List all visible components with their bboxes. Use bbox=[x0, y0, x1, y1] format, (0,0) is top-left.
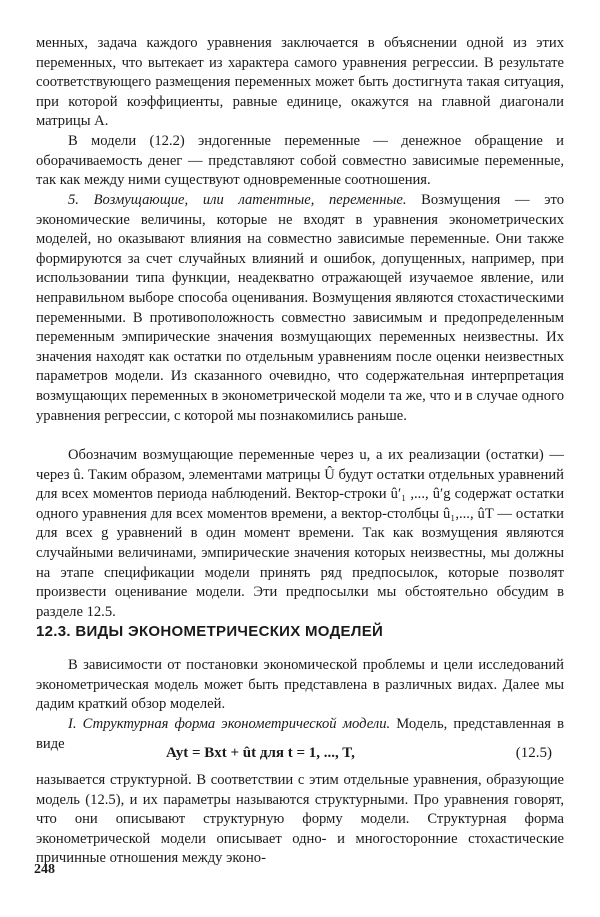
equation-12-5 bbox=[36, 745, 564, 767]
paragraph-lead: I. Структурная форма эконометрической модели. bbox=[68, 716, 391, 732]
paragraph-text: менных, задача каждого уравнения заключается в объяснении одной из этих переменных, что вытекает из характера самого уравнения регрессии. В результате соответствующего размещения переменных может быть достигнута такая ситуация, при которой коэффициенты, равные единице, окажутся на главной диагонали матрицы A. bbox=[36, 35, 564, 130]
paragraph-text: Обозначим возмущающие переменные через u, а их реализации (остатки) — через û. Таким образом, элементами матрицы Û будут остатки отдельных уравнений для всех моментов периода наблюдений. Вектор-строки û′₁ ,..., û′g содержат остатки одного уравнения для всех моментов времени, а вектор-столбцы û₁,..., ûT — остатки для всех g уравнений в один момент времени. Так как возмущения являются случайными величинами, эмпирические значения которых неизвестны, мы должны на этапе спецификации модели принять ряд предпосылок, которые позволят произвести оценивание модели. Эти предпосылки мы обстоятельно обсудим в разделе 12.5. bbox=[36, 447, 564, 620]
paragraph-body: Возмущения — это экономические величины, которые не входят в уравнения эконометрических моделей, но оказывают влияния на совместно зависимые переменные. Они также формируются за счет случайных влияний и ошибок, допущенных, например, при использовании типа функции, неадекватно отражающей изучаемое явление, или неправильном выборе способа оценивания. Возмущения являются стохастическими переменными. В противоположность совместно зависимым и предопределенным переменным эмпирические значения возмущающих переменных неизвестны. Их значения находят как остатки по отдельным уравнениям после оценки неизвестных параметров модели. Из сказанного очевидно, что содержательная интерпретация возмущающих переменных в эконометрической модели та же, что и в случае одного уравнения регрессии, с которой мы познакомились раньше. bbox=[36, 192, 565, 424]
paragraph-lead: 5. Возмущающие, или латентные, переменные. bbox=[68, 192, 407, 208]
page-number: 248 bbox=[34, 862, 55, 877]
equation-formula: Ayt = Bxt + ût для t = 1, ..., T, bbox=[166, 745, 355, 761]
paragraph-structural-definition bbox=[36, 771, 564, 869]
paragraph-text: В модели (12.2) эндогенные переменные — денежное обращение и оборачиваемость денег — представляют собой совместно зависимые переменные, так как между ними существуют одновременные соотношения. bbox=[36, 133, 564, 189]
paragraph-intro-models bbox=[36, 656, 564, 715]
paragraph-text: В зависимости от постановки экономической проблемы и цели исследований эконометрическая модель может быть представлена в различных видах. Далее мы дадим краткий обзор моделей. bbox=[36, 657, 564, 713]
paragraph-model-12-2 bbox=[36, 132, 564, 191]
paragraph-latent-variables bbox=[36, 191, 564, 426]
equation-number: (12.5) bbox=[515, 745, 552, 761]
paragraph-text bbox=[36, 191, 564, 426]
section-heading: 12.3. ВИДЫ ЭКОНОМЕТРИЧЕСКИХ МОДЕЛЕЙ bbox=[36, 623, 384, 640]
paragraph-continuation bbox=[36, 34, 564, 132]
paragraph-body: Модель, представленная в виде bbox=[36, 716, 564, 752]
paragraph-residuals bbox=[36, 446, 564, 622]
paragraph-text: называется структурной. В соответствии с этим отдельные уравнения, образующие модель (12.5), и их параметры называются структурными. Про уравнения говорят, что они описывают структурную форму модели. Структурная форма эконометрической модели описывает одно- и многосторонние стохастические причинные отношения между эконо- bbox=[36, 772, 564, 867]
